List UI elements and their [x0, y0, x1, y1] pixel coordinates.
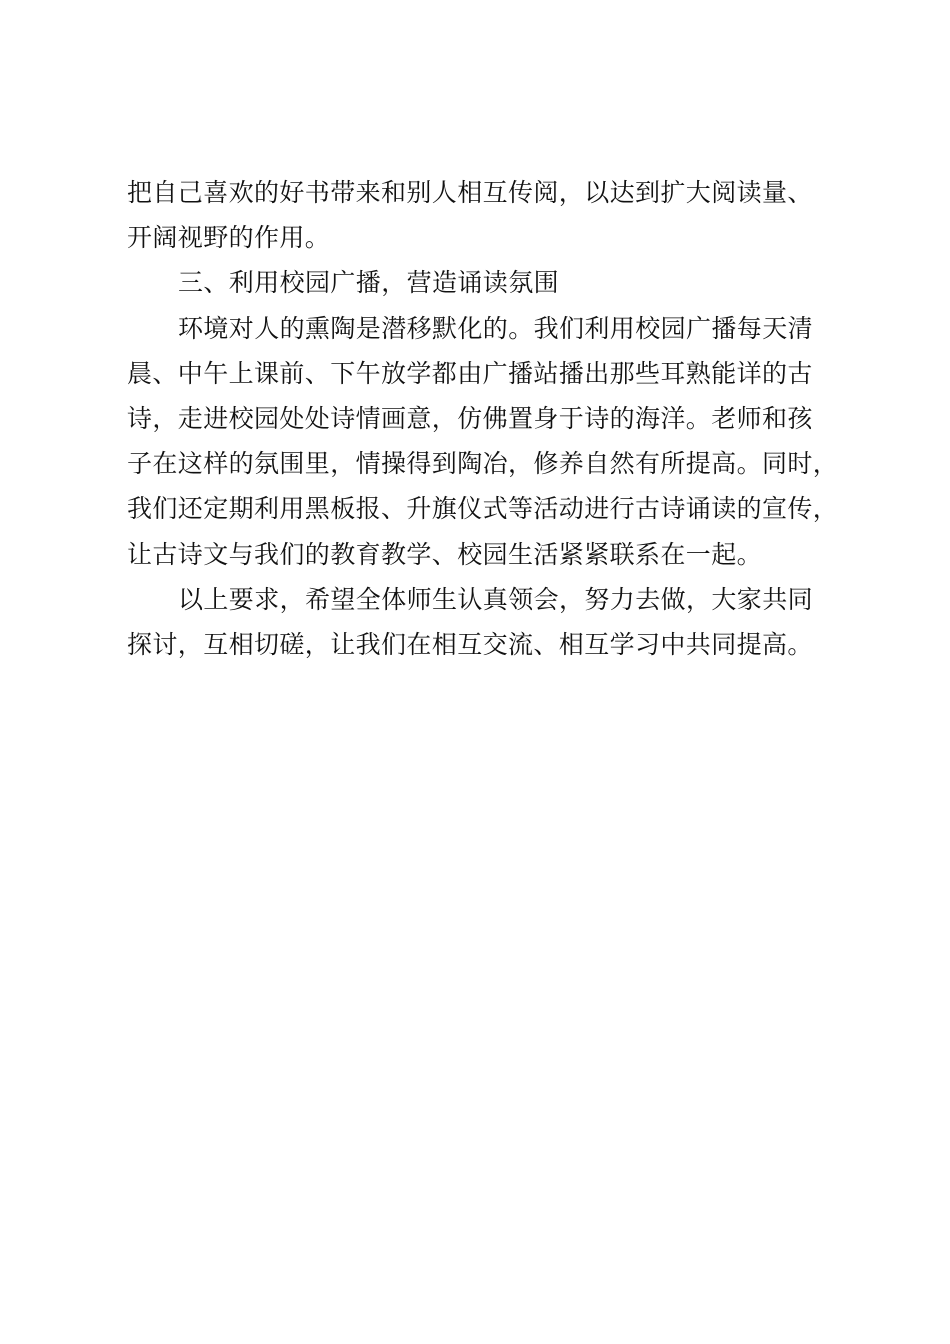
paragraph-line: 子在这样的氛围里，情操得到陶冶，修养自然有所提高。同时， [127, 449, 839, 479]
document-body [127, 170, 861, 667]
paragraph-first-line: 以上要求，希望全体师生认真领会，努力去做，大家共同 [178, 584, 814, 614]
paragraph-line: 诗，走进校园处处诗情画意，仿佛置身于诗的海洋。老师和孩 [127, 403, 813, 433]
paragraph-first-line: 环境对人的熏陶是潜移默化的。我们利用校园广播每天清 [178, 313, 814, 343]
paragraph-line: 我们还定期利用黑板报、升旗仪式等活动进行古诗诵读的宣传， [127, 494, 839, 524]
paragraph-continuation-line: 把自己喜欢的好书带来和别人相互传阅，以达到扩大阅读量、 [127, 178, 813, 207]
paragraph-line: 让古诗文与我们的教育教学、校园生活紧紧联系在一起。 [127, 539, 763, 569]
paragraph-line: 探讨，互相切磋，让我们在相互交流、相互学习中共同提高。 [127, 629, 813, 659]
paragraph-continuation-line: 开阔视野的作用。 [127, 223, 331, 253]
section-heading: 三、利用校园广播，营造诵读氛围 [178, 268, 560, 298]
paragraph-line: 晨、中午上课前、下午放学都由广播站播出那些耳熟能详的古 [127, 358, 813, 388]
